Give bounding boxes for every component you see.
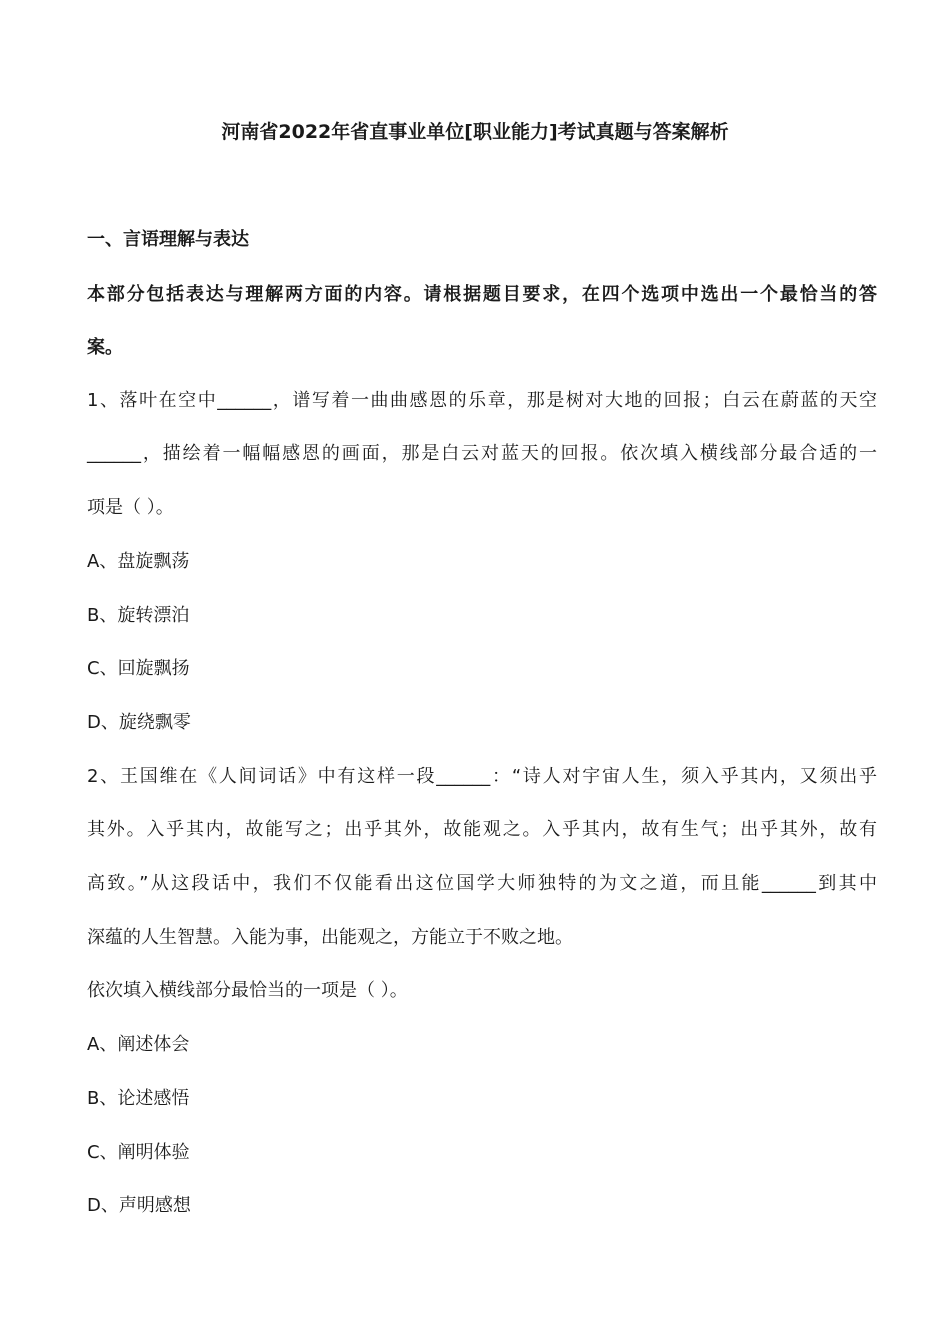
question-2-option-c: C、阐明体验 — [87, 1142, 190, 1163]
question-1-option-b: B、旋转漂泊 — [87, 605, 190, 626]
document-title: 河南省2022年省直事业单位[职业能力]考试真题与答案解析 — [221, 121, 729, 143]
question-2-option-b: B、论述感悟 — [87, 1088, 190, 1109]
question-2-line-2: 其外。入乎其内，故能写之；出乎其外，故能观之。入乎其内，故有生气；出乎其外，故有 — [87, 819, 877, 840]
question-1-line-3: 项是（ ）。 — [87, 497, 174, 518]
question-1-line-1: 1、落叶在空中______，谱写着一曲曲感恩的乐章，那是树对大地的回报；白云在蔚蓝的天空 — [87, 390, 877, 411]
question-1-option-c: C、回旋飘扬 — [87, 658, 190, 679]
question-1-line-2: ______，描绘着一幅幅感恩的画面，那是白云对蓝天的回报。依次填入横线部分最合适的一 — [87, 443, 877, 464]
question-2-line-3: 高致。”从这段话中，我们不仅能看出这位国学大师独特的为文之道，而且能______到其中 — [87, 873, 877, 894]
question-1-option-d: D、旋绕飘零 — [87, 712, 191, 733]
question-2-option-a: A、阐述体会 — [87, 1034, 190, 1055]
instructions-line-2: 案。 — [87, 337, 123, 358]
question-2-line-4: 深蕴的人生智慧。入能为事，出能观之，方能立于不败之地。 — [87, 927, 573, 948]
instructions-line-1: 本部分包括表达与理解两方面的内容。请根据题目要求，在四个选项中选出一个最恰当的答 — [87, 284, 877, 305]
question-2-option-d: D、声明感想 — [87, 1195, 191, 1216]
section-heading: 一、言语理解与表达 — [87, 229, 249, 250]
question-2-line-5: 依次填入横线部分最恰当的一项是（ ）。 — [87, 980, 408, 1001]
question-2-line-1: 2、王国维在《人间词话》中有这样一段______：“诗人对宇宙人生，须入乎其内，又须出乎 — [87, 766, 877, 787]
question-1-option-a: A、盘旋飘荡 — [87, 551, 190, 572]
